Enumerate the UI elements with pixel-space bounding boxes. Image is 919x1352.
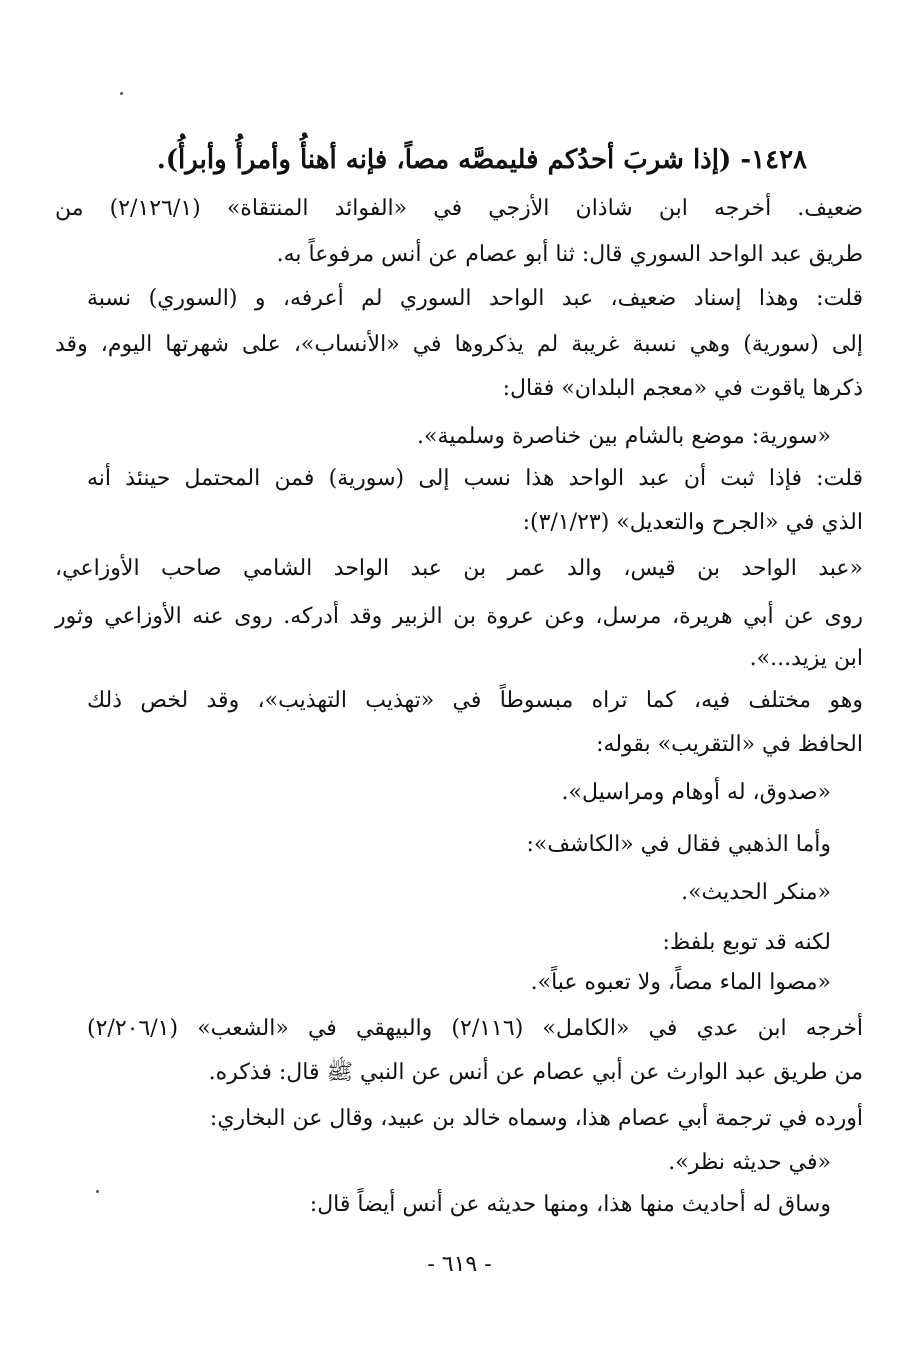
body-line: الذي في «الجرح والتعديل» (٣/١/٢٣):: [522, 510, 863, 535]
scan-speck: [96, 1190, 99, 1193]
body-line: قلت: فإذا ثبت أن عبد الواحد هذا نسب إلى (سورية) فمن المحتمل حينئذ أنه: [87, 466, 864, 491]
quote-line: «مصوا الماء مصاً، ولا تعبوه عباً».: [530, 970, 831, 995]
body-line: لكنه قد توبع بلفظ:: [662, 930, 831, 955]
quote-line: «سورية: موضع بالشام بين خناصرة وسلمية».: [417, 424, 831, 449]
quote-line: «منكر الحديث».: [681, 880, 831, 905]
quote-line: ابن يزيد...».: [749, 646, 863, 671]
body-line: من طريق عبد الوارث عن أبي عصام عن أنس عن النبي ﷺ قال: فذكره.: [208, 1060, 863, 1085]
quote-line: روى عن أبي هريرة، مرسل، وعن عروة بن الزبير وقد أدركه. روى عنه الأوزاعي وثور: [55, 604, 863, 629]
body-line: وأما الذهبي فقال في «الكاشف»:: [526, 832, 831, 857]
scan-speck: [120, 92, 123, 95]
body-line: ضعيف. أخرجه ابن شاذان الأزجي في «الفوائد المنتقاة» (٢/١٢٦/١) من: [55, 196, 863, 221]
hadith-heading: ١٤٢٨- (إذا شربَ أحدُكم فليمصَّه مصاً، فإنه أهنأُ وأمرأُ وأبرأُ).: [156, 145, 807, 175]
body-line: قلت: وهذا إسناد ضعيف، عبد الواحد السوري لم أعرفه، و (السوري) نسبة: [87, 286, 863, 311]
body-line: وساق له أحاديث منها هذا، ومنها حديثه عن أنس أيضاً قال:: [309, 1192, 831, 1217]
body-line: إلى (سورية) وهي نسبة غريبة لم يذكروها في «الأنساب»، على شهرتها اليوم، وقد: [55, 332, 863, 357]
body-line: أورده في ترجمة أبي عصام هذا، وسماه خالد بن عبيد، وقال عن البخاري:: [209, 1106, 863, 1131]
quote-line: «عبد الواحد بن قيس، والد عمر بن عبد الواحد الشامي صاحب الأوزاعي،: [55, 556, 863, 581]
body-line: وهو مختلف فيه، كما تراه مبسوطاً في «تهذيب التهذيب»، وقد لخص ذلك: [87, 688, 863, 713]
quote-line: «في حديثه نظر».: [668, 1150, 831, 1175]
body-line: أخرجه ابن عدي في «الكامل» (٢/١١٦) والبيهقي في «الشعب» (٢/٢٠٦/١): [87, 1016, 863, 1041]
body-line: الحافظ في «التقريب» بقوله:: [596, 732, 863, 757]
body-line: ذكرها ياقوت في «معجم البلدان» فقال:: [502, 376, 863, 401]
page-number: - ٦١٩ -: [427, 1252, 492, 1277]
body-line: طريق عبد الواحد السوري قال: ثنا أبو عصام عن أنس مرفوعاً به.: [276, 242, 863, 267]
quote-line: «صدوق، له أوهام ومراسيل».: [561, 780, 831, 805]
